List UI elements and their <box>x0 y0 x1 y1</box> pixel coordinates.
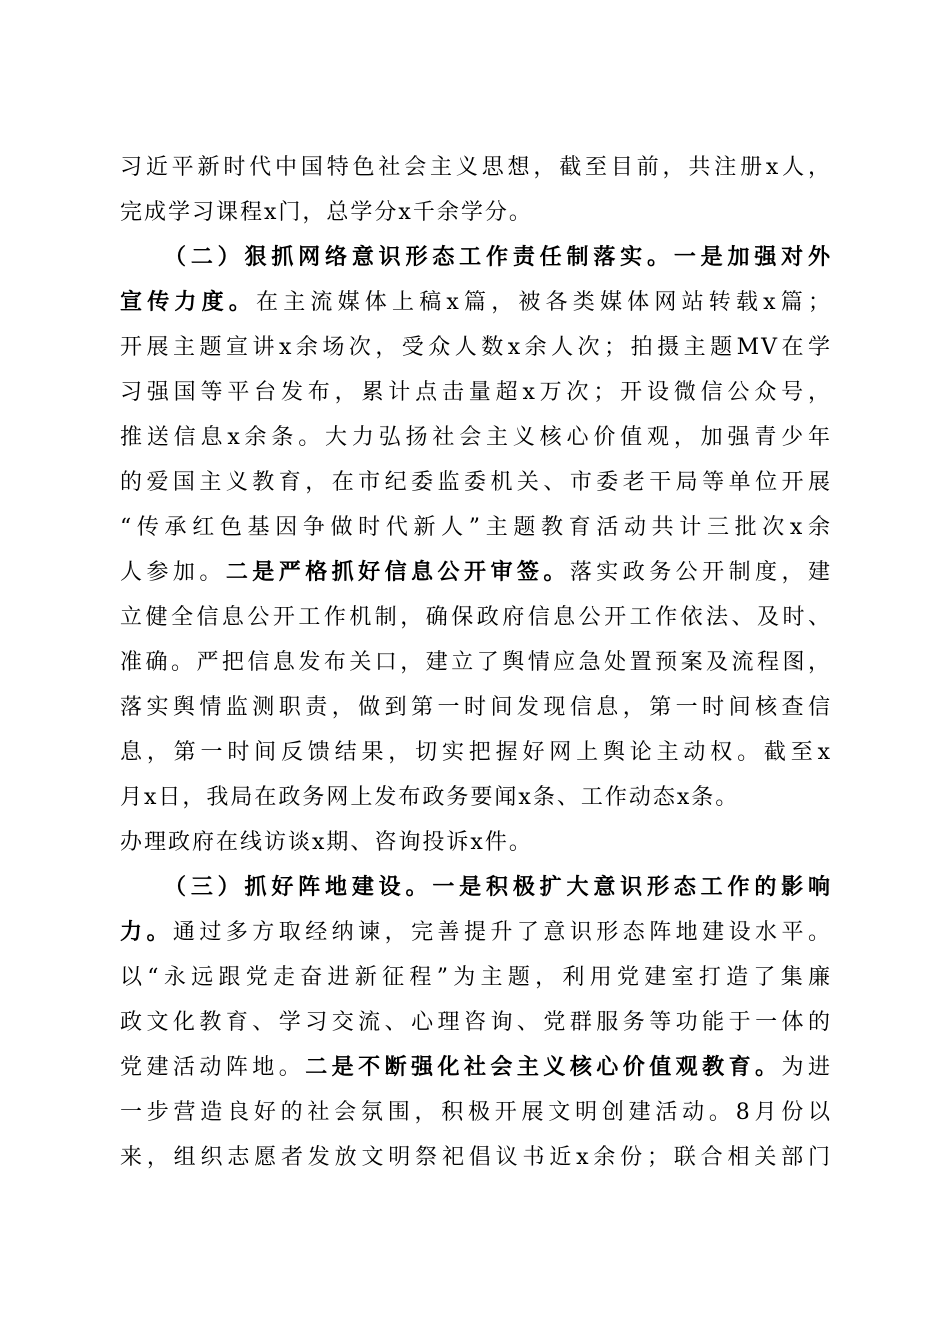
text-run: 以“永远跟党走奋进新征程”为主题，利用党建室打造了集廉 <box>120 965 832 990</box>
text-line <box>120 821 832 865</box>
text-run: 推送信息x余条。大力弘扬社会主义核心价值观，加强青少年 <box>120 425 832 450</box>
text-run: 人参加。 <box>120 560 226 585</box>
bold-heading-run: 宣传力度。 <box>120 290 256 315</box>
text-run: 一步营造良好的社会氛围，积极开展文明创建活动。8月份以 <box>120 1100 832 1125</box>
section-heading-line <box>164 866 832 910</box>
text-line <box>120 326 832 370</box>
text-run: 开展主题宣讲x余场次，受众人数x余人次；拍摄主题MV在学 <box>120 335 832 360</box>
text-run: 息，第一时间反馈结果，切实把握好网上舆论主动权。截至x <box>120 740 832 765</box>
text-run: 来，组织志愿者发放文明祭祀倡议书近x余份；联合相关部门 <box>120 1145 832 1170</box>
text-line <box>120 371 832 415</box>
bold-heading-run: 二是不断强化社会主义核心价值观教育。 <box>305 1055 782 1080</box>
text-line <box>120 1001 832 1045</box>
text-line <box>120 911 832 955</box>
text-line <box>120 146 832 190</box>
text-line <box>120 281 832 325</box>
text-run: 月x日，我局在政务网上发布政务要闻x条、工作动态x条。 <box>120 785 740 810</box>
text-line <box>120 641 832 685</box>
text-run: 习近平新时代中国特色社会主义思想，截至目前，共注册x人， <box>120 155 832 180</box>
bold-heading-run: （三）抓好阵地建设。一是积极扩大意识形态工作的影响 <box>164 875 832 900</box>
text-run: 的爱国主义教育，在市纪委监委机关、市委老干局等单位开展 <box>120 470 832 495</box>
text-line <box>120 461 832 505</box>
text-line <box>120 191 832 235</box>
text-line <box>120 506 832 550</box>
text-line <box>120 416 832 460</box>
text-run: 为进 <box>781 1055 832 1080</box>
bold-heading-run: 二是严格抓好信息公开审签。 <box>225 560 570 585</box>
text-line <box>120 956 832 1000</box>
text-run: 政文化教育、学习交流、心理咨询、党群服务等功能于一体的 <box>120 1010 832 1035</box>
text-run: 习强国等平台发布，累计点击量超x万次；开设微信公众号， <box>120 380 832 405</box>
text-run: 党建活动阵地。 <box>120 1055 306 1080</box>
text-line <box>120 1046 832 1090</box>
text-line <box>120 596 832 640</box>
text-line <box>120 686 832 730</box>
text-line <box>120 731 832 775</box>
text-run: 在主流媒体上稿x篇，被各类媒体网站转载x篇； <box>256 290 832 315</box>
text-line <box>120 776 832 820</box>
text-line <box>120 551 832 595</box>
text-run: 办理政府在线访谈x期、咨询投诉x件。 <box>120 830 533 855</box>
text-run: 落实政务公开制度，建 <box>569 560 832 585</box>
text-run: 落实舆情监测职责，做到第一时间发现信息，第一时间核查信 <box>120 695 832 720</box>
text-run: 完成学习课程x门，总学分x千余学分。 <box>120 200 533 225</box>
text-run: 通过多方取经纳谏，完善提升了意识形态阵地建设水平。 <box>172 920 832 945</box>
text-line <box>120 1136 832 1180</box>
bold-heading-run: （二）狠抓网络意识形态工作责任制落实。一是加强对外 <box>164 245 832 270</box>
text-line <box>120 1091 832 1135</box>
text-run: 准确。严把信息发布关口，建立了舆情应急处置预案及流程图， <box>120 650 832 675</box>
text-run: 立健全信息公开工作机制，确保政府信息公开工作依法、及时、 <box>120 605 832 630</box>
bold-heading-run: 力。 <box>120 920 173 945</box>
section-heading-line <box>164 236 832 280</box>
text-run: “传承红色基因争做时代新人”主题教育活动共计三批次x余 <box>120 515 832 540</box>
